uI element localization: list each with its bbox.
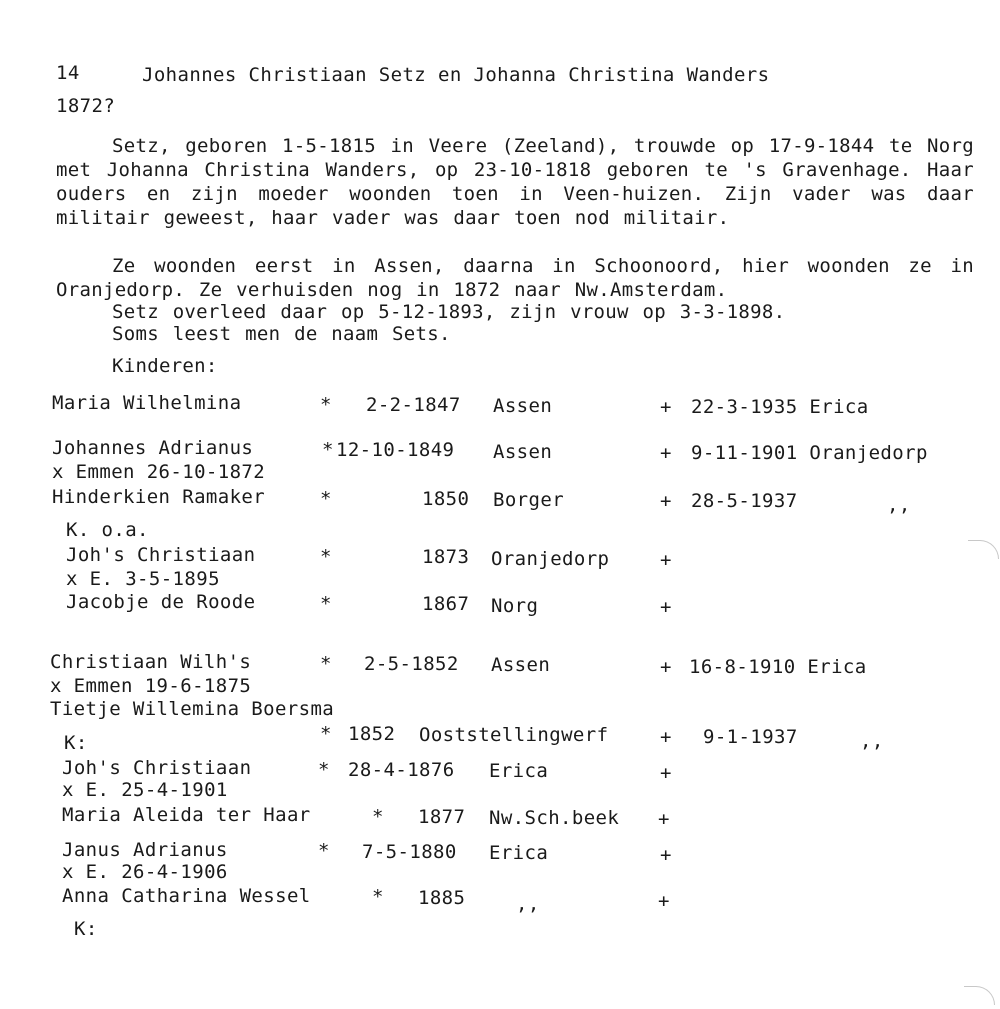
children-label: K: [64,732,88,754]
entry-number: 14 [56,62,80,84]
death-mark: + [660,596,672,618]
person-name: Janus Adrianus [62,839,228,861]
marriage-info: x E. 3-5-1895 [66,568,220,590]
person-name: Maria Wilhelmina [52,392,242,414]
death-mark: + [658,890,670,912]
birth-date: 1850 [422,488,470,510]
person-name: Johannes Adrianus [52,437,254,459]
birth-mark: * [320,546,332,568]
birth-mark: * [320,593,332,615]
birth-mark: * [322,439,334,461]
ditto-mark: ,, [516,893,540,915]
person-name: Tietje Willemina Boersma [50,698,335,720]
birth-date: 7-5-1880 [362,841,457,863]
birth-date: 2-5-1852 [364,653,459,675]
children-heading: Kinderen: [112,355,218,377]
birth-mark: * [318,759,330,781]
birth-place: Norg [491,595,539,617]
person-name: Christiaan Wilh's [50,651,252,673]
death-info: 22-3-1935 Erica [691,396,869,418]
birth-date: 1877 [418,806,466,828]
birth-place: Erica [489,760,549,782]
birth-place: Assen [491,654,551,676]
person-name: Hinderkien Ramaker [52,486,266,508]
death-info: 9-11-1901 Oranjedorp [691,442,928,464]
birth-place: Assen [493,441,553,463]
entry-year: 1872? [56,95,116,117]
birth-mark: * [320,394,332,416]
person-name: Maria Aleida ter Haar [62,804,311,826]
death-info: 16-8-1910 Erica [689,656,867,678]
intro-paragraph-2: Ze woonden eerst in Assen, daarna in Schoonoord, hier woonden ze in Oranjedorp. Ze verhuisden nog in 1872 naar Nw.Amsterdam. [56,255,974,301]
entry-title: Johannes Christiaan Setz en Johanna Christina Wanders [142,64,770,86]
person-name: Joh's Christiaan [62,757,252,779]
birth-date: 28-4-1876 [348,759,455,781]
birth-mark: * [320,653,332,675]
intro-paragraph-1: Setz, geboren 1-5-1815 in Veere (Zeeland), trouwde op 17-9-1844 te Norg met Johanna Christina Wanders, op 23-10-1818 geboren te 's Gravenhage. Haar ouders en zijn moeder woonden toen in Veen-huizen. Zijn vader was daar militair geweest, haar vader was daar toen nod militair. [56,135,974,229]
marriage-info: x E. 26-4-1906 [62,861,228,883]
birth-date: 1873 [422,546,470,568]
death-mark: + [658,808,670,830]
death-mark: + [660,656,672,678]
person-name: Jacobje de Roode [66,591,256,613]
death-mark: + [660,442,672,464]
page-curl-mark [968,540,999,559]
birth-place: Oranjedorp [491,548,610,570]
death-mark: + [660,490,672,512]
death-mark: + [660,762,672,784]
person-name: Anna Catharina Wessel [62,885,311,907]
birth-mark: * [318,840,330,862]
birth-place: Erica [489,842,549,864]
birth-date: 2-2-1847 [366,394,461,416]
death-mark: + [660,844,672,866]
intro-paragraph-3: Setz overleed daar op 5-12-1893, zijn vrouw op 3-3-1898. [112,301,786,323]
birth-date: 1852 [348,723,396,745]
death-mark: + [660,396,672,418]
birth-mark: * [372,806,384,828]
page-curl-mark [964,986,995,1005]
death-info: 28-5-1937 [691,490,798,512]
death-info: 9-1-1937 [703,726,798,748]
children-label: K: [74,918,98,940]
birth-mark: * [320,488,332,510]
birth-mark: * [372,886,384,908]
birth-place: Nw.Sch.beek [489,807,620,829]
death-mark: + [660,726,672,748]
birth-place: Assen [493,395,553,417]
death-mark: + [660,549,672,571]
children-label: K. o.a. [66,519,149,541]
birth-place: Borger [493,489,565,511]
ditto-mark: ,, [860,730,884,752]
person-name: Joh's Christiaan [66,544,256,566]
birth-place: Ooststellingwerf [419,724,609,746]
intro-paragraph-4: Soms leest men de naam Sets. [112,323,451,345]
birth-date: 1867 [422,593,470,615]
marriage-info: x Emmen 19-6-1875 [50,675,252,697]
birth-mark: * [320,723,332,745]
ditto-mark: ,, [887,494,911,516]
marriage-info: x Emmen 26-10-1872 [52,461,266,483]
birth-date: 12-10-1849 [336,439,455,461]
marriage-info: x E. 25-4-1901 [62,779,228,801]
birth-date: 1885 [418,887,466,909]
